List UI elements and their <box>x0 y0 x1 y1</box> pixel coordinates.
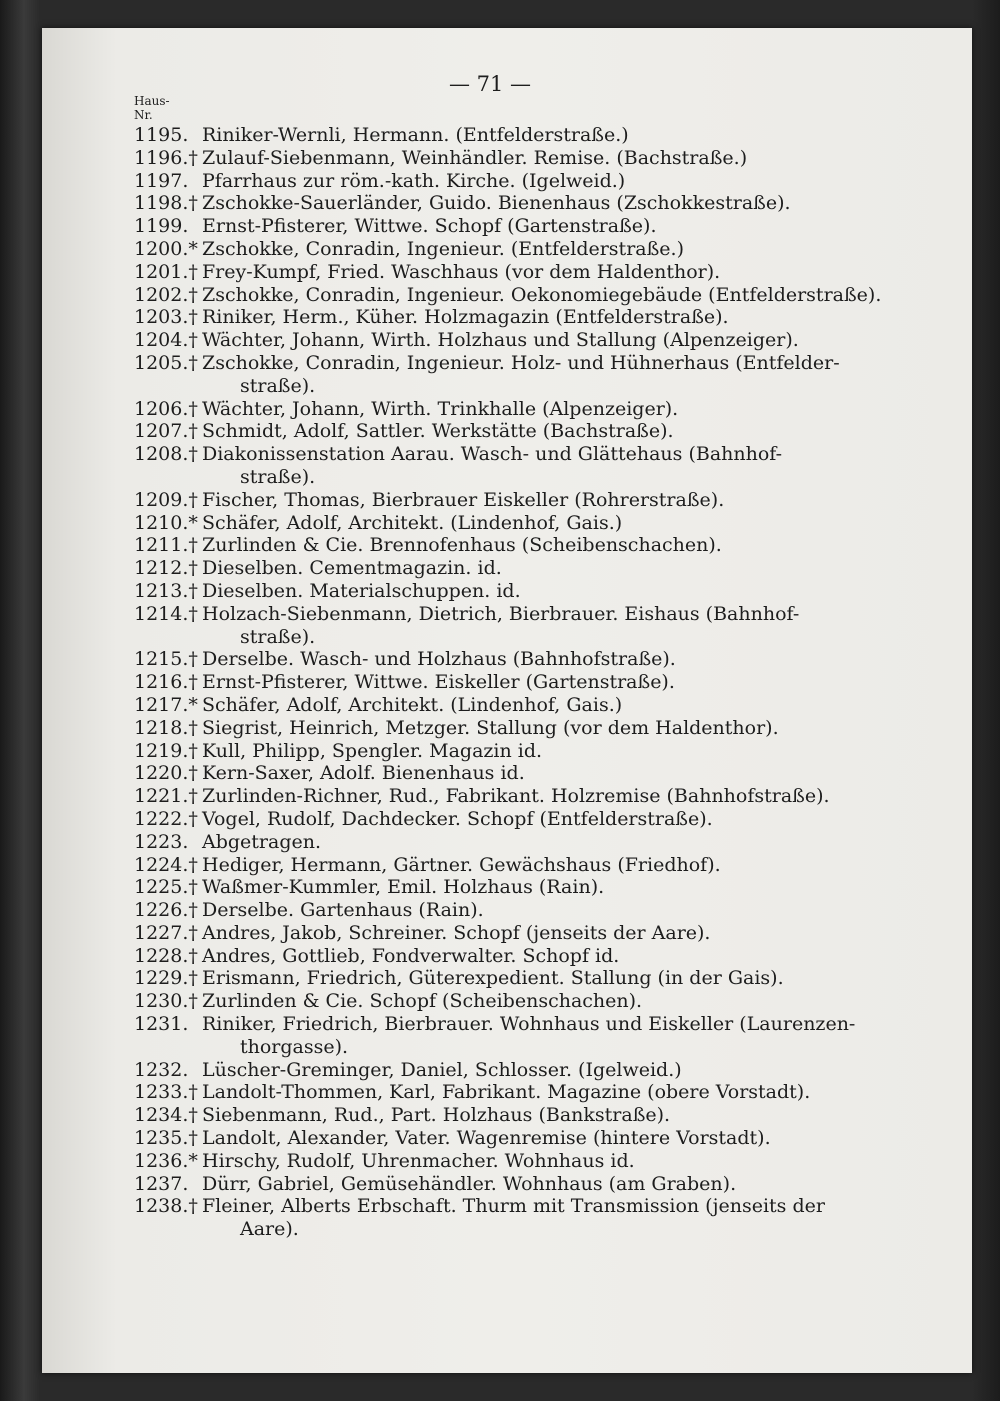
entry-line <box>134 1195 834 1218</box>
list-item <box>134 1150 834 1173</box>
house-number: 1195. <box>134 124 189 146</box>
house-number: 1199. <box>134 215 189 238</box>
entry-text: Wächter, Johann, Wirth. Trinkhalle (Alpenzeiger). <box>202 397 679 420</box>
entry-text: Diakonissenstation Aarau. Wasch- und Glättehaus (Bahnhof- <box>202 443 783 466</box>
entry-text: Holzach-Siebenmann, Dietrich, Bierbrauer. Eishaus (Bahnhof- <box>202 602 800 625</box>
house-number: 1232. <box>134 1058 189 1081</box>
entry-text: Riniker, Friedrich, Bierbrauer. Wohnhaus und Eiskeller (Laurenzen- <box>202 1013 856 1036</box>
house-number: 1217.* <box>134 693 198 716</box>
house-number: 1238.† <box>134 1195 198 1218</box>
entry-line <box>134 261 834 284</box>
entry-text: Fischer, Thomas, Bierbrauer Eiskeller (Rohrerstraße). <box>202 488 725 511</box>
entry-line <box>134 351 840 375</box>
entry-text: Dürr, Gabriel, Gemüsehändler. Wohnhaus (am Graben). <box>202 1172 737 1195</box>
list-item <box>134 945 834 968</box>
house-number: 1211.† <box>134 534 198 557</box>
list-item <box>134 147 834 170</box>
entry-text: Zschokke, Conradin, Ingenieur. Holz- und Hühnerhaus (Entfelder- <box>202 351 840 374</box>
entry-line <box>134 398 834 421</box>
house-number: 1215.† <box>134 648 198 671</box>
list-item <box>134 603 834 649</box>
list-item <box>134 831 834 854</box>
list-item <box>134 648 834 671</box>
entry-text: Siegrist, Heinrich, Metzger. Stallung (vor dem Haldenthor). <box>202 716 779 739</box>
entry-continuation: Aare). <box>240 1218 299 1241</box>
entry-continuation: thorgasse). <box>240 1035 349 1058</box>
entry-line <box>134 489 834 512</box>
entry-text: Kull, Philipp, Spengler. Magazin id. <box>202 739 543 762</box>
house-number: 1225.† <box>134 876 198 899</box>
house-number: 1216.† <box>134 671 198 694</box>
house-number: 1224.† <box>134 853 198 876</box>
list-item <box>134 512 834 535</box>
entry-text: Landolt-Thommen, Karl, Fabrikant. Magazine (obere Vorstadt). <box>202 1081 811 1104</box>
house-number: 1228.† <box>134 944 198 967</box>
list-item <box>134 1195 834 1241</box>
list-item <box>134 1059 834 1082</box>
entry-text: Zschokke, Conradin, Ingenieur. Oekonomiegebäude (Entfelderstraße). <box>202 283 882 306</box>
entry-continuation: straße). <box>240 465 316 488</box>
list-item <box>134 990 834 1013</box>
list-item <box>134 534 834 557</box>
entry-line <box>134 1127 834 1150</box>
entry-text: Siebenmann, Rud., Part. Holzhaus (Bankstraße). <box>202 1104 671 1127</box>
list-item <box>134 398 834 421</box>
entry-text: Riniker-Wernli, Hermann. (Entfelderstraße.) <box>202 124 629 146</box>
entry-text: Zurlinden & Cie. Brennofenhaus (Scheibenschachen). <box>202 534 722 557</box>
house-number: 1234.† <box>134 1104 198 1127</box>
entry-line <box>134 785 834 808</box>
entry-text: Vogel, Rudolf, Dachdecker. Schopf (Entfelderstraße). <box>202 807 713 830</box>
entry-line <box>134 1081 834 1104</box>
entry-line <box>134 671 834 694</box>
house-number: 1236.* <box>134 1149 198 1172</box>
house-number: 1229.† <box>134 967 198 990</box>
list-item <box>134 124 834 147</box>
entry-line <box>134 648 834 671</box>
entry-line <box>134 831 834 854</box>
entry-text: Schmidt, Adolf, Sattler. Werkstätte (Bachstraße). <box>202 420 674 443</box>
house-number: 1197. <box>134 169 189 192</box>
house-number: 1210.* <box>134 511 198 534</box>
list-item <box>134 238 834 261</box>
entry-line <box>134 283 882 307</box>
entry-text: Wächter, Johann, Wirth. Holzhaus und Stallung (Alpenzeiger). <box>202 329 799 352</box>
house-number: 1222.† <box>134 807 198 830</box>
entry-line <box>134 124 834 147</box>
house-number: 1201.† <box>134 260 198 283</box>
house-number: 1226.† <box>134 899 198 922</box>
page-number: — 71 — <box>448 72 532 96</box>
list-item <box>134 261 834 284</box>
house-number: 1231. <box>134 1013 189 1036</box>
entry-line <box>134 990 834 1013</box>
entry-line <box>134 922 834 945</box>
entry-line <box>134 306 834 329</box>
house-number: 1212.† <box>134 557 198 580</box>
list-item <box>134 922 834 945</box>
entry-line <box>134 1059 834 1082</box>
entry-continuation: straße). <box>240 625 316 648</box>
list-item <box>134 215 834 238</box>
entry-line <box>134 215 834 238</box>
entry-line <box>134 854 834 877</box>
entry-line <box>134 717 834 740</box>
list-item <box>134 557 834 580</box>
entry-line <box>134 945 834 968</box>
list-item <box>134 808 834 831</box>
list-item <box>134 899 834 922</box>
entry-line <box>134 557 834 580</box>
list-item <box>134 671 834 694</box>
entry-text: Derselbe. Gartenhaus (Rain). <box>202 899 484 922</box>
entry-line <box>134 1104 834 1127</box>
house-number: 1198.† <box>134 192 198 215</box>
entry-line <box>134 740 834 763</box>
entry-text: Pfarrhaus zur röm.-kath. Kirche. (Igelweid.) <box>202 169 626 192</box>
column-header-line: Haus- <box>134 94 170 108</box>
list-item <box>134 306 834 329</box>
list-item <box>134 489 834 512</box>
entry-line <box>134 238 834 261</box>
house-number: 1196.† <box>134 146 198 169</box>
house-number: 1235.† <box>134 1127 198 1150</box>
entry-line <box>134 1013 856 1036</box>
list-item <box>134 785 834 808</box>
list-item <box>134 443 834 489</box>
entry-text: Fleiner, Alberts Erbschaft. Thurm mit Transmission (jenseits der <box>202 1195 825 1218</box>
house-number: 1221.† <box>134 785 198 808</box>
entry-text: Riniker, Herm., Küher. Holzmagazin (Entfelderstraße). <box>202 306 729 329</box>
entry-line <box>134 580 834 603</box>
entry-text: Zschokke-Sauerländer, Guido. Bienenhaus (Zschokkestraße). <box>202 192 791 215</box>
entry-line <box>134 762 834 785</box>
list-item <box>134 351 840 398</box>
entry-line <box>134 876 834 899</box>
entry-line <box>134 170 834 193</box>
list-item <box>134 192 834 215</box>
entry-text: Zschokke, Conradin, Ingenieur. (Entfelderstraße.) <box>202 237 684 260</box>
column-header-haus-nr <box>134 94 170 122</box>
entry-line <box>134 512 834 535</box>
house-number: 1223. <box>134 830 189 853</box>
entry-text: Hediger, Hermann, Gärtner. Gewächshaus (Friedhof). <box>202 853 721 876</box>
entry-text: Zulauf-Siebenmann, Weinhändler. Remise. (Bachstraße.) <box>202 146 748 169</box>
list-item <box>134 1173 834 1196</box>
house-number: 1230.† <box>134 990 198 1013</box>
entry-line <box>134 967 834 990</box>
house-number: 1227.† <box>134 921 198 944</box>
house-number: 1207.† <box>134 420 198 443</box>
house-number: 1206.† <box>134 397 198 420</box>
entry-line <box>134 899 834 922</box>
list-item <box>134 762 834 785</box>
house-number: 1213.† <box>134 579 198 602</box>
entry-list <box>134 124 882 1241</box>
entry-text: Zurlinden-Richner, Rud., Fabrikant. Holzremise (Bahnhofstraße). <box>202 785 830 808</box>
list-item <box>134 283 882 307</box>
house-number: 1202.† <box>134 283 198 306</box>
list-item <box>134 717 834 740</box>
house-number: 1218.† <box>134 716 198 739</box>
entry-text: Hirschy, Rudolf, Uhrenmacher. Wohnhaus id. <box>202 1149 635 1172</box>
house-number: 1219.† <box>134 739 198 762</box>
list-item <box>134 854 834 877</box>
entry-text: Lüscher-Greminger, Daniel, Schlosser. (Igelweid.) <box>202 1058 682 1081</box>
house-number: 1237. <box>134 1172 189 1195</box>
entry-text: Zurlinden & Cie. Schopf (Scheibenschachen). <box>202 990 643 1013</box>
entry-text: Waßmer-Kummler, Emil. Holzhaus (Rain). <box>202 876 605 899</box>
list-item <box>134 1013 856 1059</box>
entry-line <box>134 1150 834 1173</box>
list-item <box>134 1081 834 1104</box>
entry-text: Andres, Gottlieb, Fondverwalter. Schopf id. <box>202 944 620 967</box>
list-item <box>134 876 834 899</box>
entry-text: Dieselben. Materialschuppen. id. <box>202 579 521 602</box>
entry-text: Schäfer, Adolf, Architekt. (Lindenhof, Gais.) <box>202 511 623 534</box>
list-item <box>134 740 834 763</box>
entry-text: Derselbe. Wasch- und Holzhaus (Bahnhofstraße). <box>202 648 676 671</box>
column-header-line: Nr. <box>134 108 153 122</box>
entry-text: Erismann, Friedrich, Güterexpedient. Stallung (in der Gais). <box>202 967 784 990</box>
entry-line <box>134 147 834 170</box>
house-number: 1200.* <box>134 237 198 260</box>
house-number: 1205.† <box>134 351 198 374</box>
entry-line <box>134 443 834 466</box>
entry-line <box>134 192 834 215</box>
entry-line <box>134 603 834 626</box>
entry-text: Frey-Kumpf, Fried. Waschhaus (vor dem Haldenthor). <box>202 260 721 283</box>
list-item <box>134 1104 834 1127</box>
list-item <box>134 967 834 990</box>
entry-text: Landolt, Alexander, Vater. Wagenremise (hintere Vorstadt). <box>202 1127 771 1150</box>
entry-line <box>134 694 834 717</box>
entry-line <box>134 1173 834 1196</box>
entry-text: Ernst-Pfisterer, Wittwe. Eiskeller (Gartenstraße). <box>202 671 675 694</box>
list-item <box>134 694 834 717</box>
entry-line <box>134 329 834 352</box>
entry-line <box>134 534 834 557</box>
list-item <box>134 170 834 193</box>
house-number: 1233.† <box>134 1081 198 1104</box>
house-number: 1204.† <box>134 329 198 352</box>
entry-text: Ernst-Pfisterer, Wittwe. Schopf (Gartenstraße). <box>202 215 657 238</box>
house-number: 1220.† <box>134 762 198 785</box>
entry-line <box>134 420 834 443</box>
entry-text: Dieselben. Cementmagazin. id. <box>202 557 502 580</box>
house-number: 1203.† <box>134 306 198 329</box>
entry-continuation: straße). <box>240 374 316 397</box>
list-item <box>134 329 834 352</box>
entry-text: Schäfer, Adolf, Architekt. (Lindenhof, Gais.) <box>202 693 623 716</box>
entry-line <box>134 808 834 831</box>
house-number: 1214.† <box>134 602 198 625</box>
list-item <box>134 1127 834 1150</box>
entry-text: Abgetragen. <box>202 830 322 853</box>
list-item <box>134 580 834 603</box>
house-number: 1208.† <box>134 443 198 466</box>
house-number: 1209.† <box>134 488 198 511</box>
list-item <box>134 420 834 443</box>
entry-text: Andres, Jakob, Schreiner. Schopf (jenseits der Aare). <box>202 921 711 944</box>
entry-text: Kern-Saxer, Adolf. Bienenhaus id. <box>202 762 525 785</box>
